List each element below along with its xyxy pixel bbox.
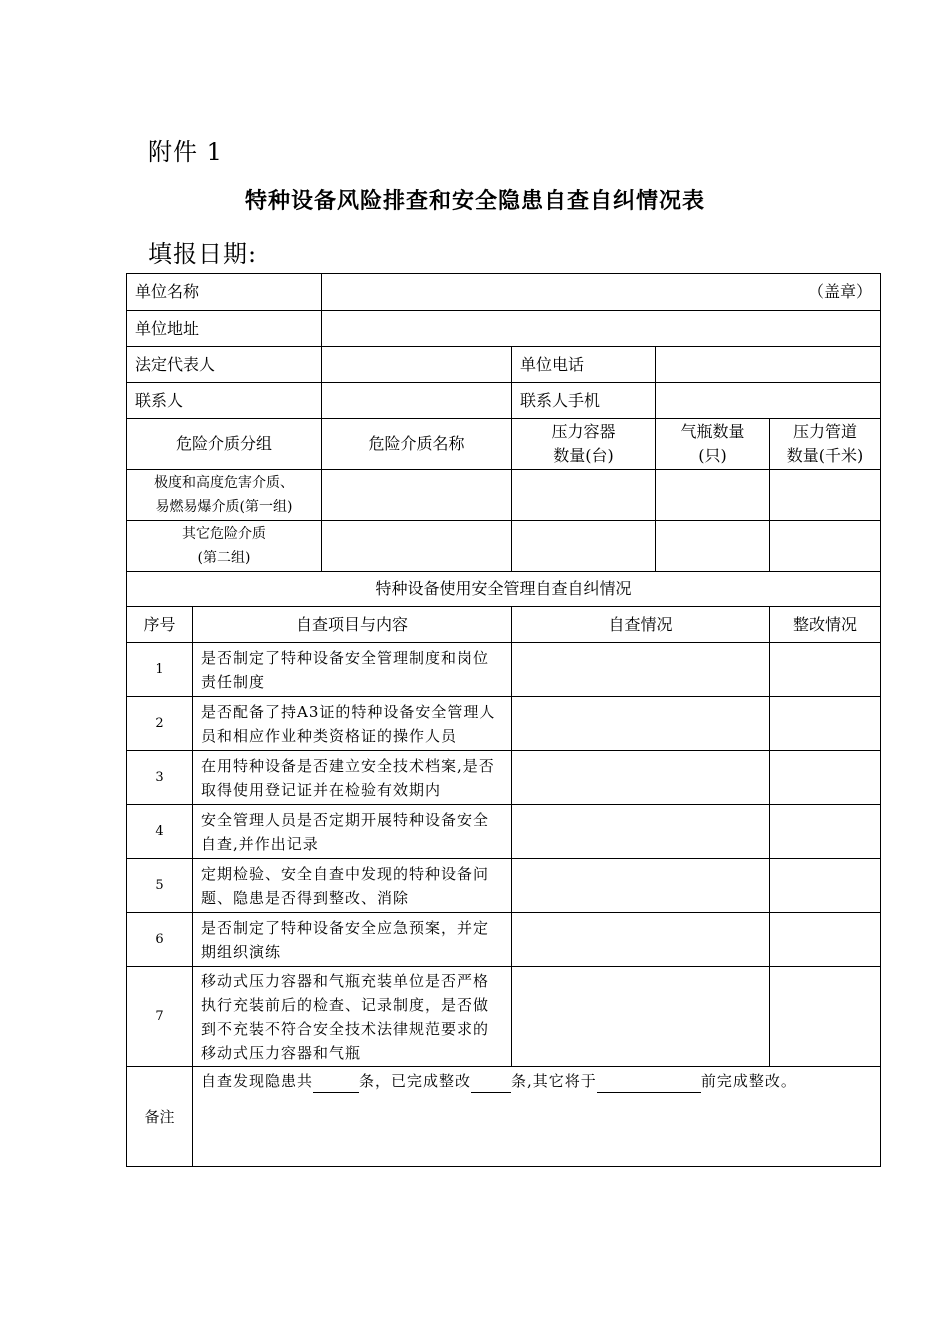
item-rectify-cell[interactable]: [770, 859, 881, 913]
vessel-header-line2: 数量(台): [553, 446, 614, 465]
item-status-cell[interactable]: [512, 913, 770, 967]
group2-pipe-length[interactable]: [770, 521, 881, 572]
rectified-count-blank[interactable]: [471, 1074, 511, 1093]
unit-name-label: 单位名称: [127, 274, 322, 311]
item-status-cell[interactable]: [512, 967, 770, 1067]
remarks-part4: 前完成整改。: [700, 1072, 797, 1090]
row-legal-rep: [127, 347, 881, 383]
group1-media-name[interactable]: [322, 470, 512, 521]
unit-phone-value[interactable]: [656, 347, 881, 383]
group2-line2: (第二组): [197, 550, 251, 566]
item-status-cell[interactable]: [512, 643, 770, 697]
legal-rep-label: 法定代表人: [127, 347, 322, 383]
group2-cylinder-count[interactable]: [656, 521, 770, 572]
media-group2-label: [127, 521, 322, 572]
cylinder-header-line1: 气瓶数量: [680, 422, 745, 441]
item-text: 移动式压力容器和气瓶充装单位是否严格执行充装前后的检查、记录制度，是否做到不充装不符合安全技术法律规范要求的移动式压力容器和气瓶: [193, 967, 512, 1067]
item-rectify-cell[interactable]: [770, 967, 881, 1067]
item-rectify-cell[interactable]: [770, 643, 881, 697]
media-group-header: 危险介质分组: [127, 419, 322, 470]
group1-pipe-length[interactable]: [770, 470, 881, 521]
remarks-part2: 条，已完成整改: [359, 1072, 472, 1090]
attachment-label: 附件 1: [148, 138, 223, 166]
row-media-header: [127, 419, 881, 470]
item-number: 2: [127, 697, 193, 751]
media-name-header: 危险介质名称: [322, 419, 512, 470]
row-section-title: [127, 572, 881, 607]
hazard-count-blank[interactable]: [313, 1074, 359, 1093]
item-rectify-cell[interactable]: [770, 805, 881, 859]
contact-mobile-label: 联系人手机: [512, 383, 656, 419]
item-number: 5: [127, 859, 193, 913]
status-header: 自查情况: [512, 607, 770, 643]
item-rectify-cell[interactable]: [770, 913, 881, 967]
unit-address-label: 单位地址: [127, 311, 322, 347]
item-status-cell[interactable]: [512, 859, 770, 913]
vessel-count-header: [512, 419, 656, 470]
item-rectify-cell[interactable]: [770, 751, 881, 805]
unit-address-value[interactable]: [322, 311, 881, 347]
table-row: [127, 805, 881, 859]
item-header: 自查项目与内容: [193, 607, 512, 643]
no-header: 序号: [127, 607, 193, 643]
remarks-part1: 自查发现隐患共: [201, 1072, 314, 1090]
rectify-header: 整改情况: [770, 607, 881, 643]
item-rectify-cell[interactable]: [770, 697, 881, 751]
vessel-header-line1: 压力容器: [551, 422, 616, 441]
table-row: [127, 697, 881, 751]
row-contact: [127, 383, 881, 419]
item-text: 安全管理人员是否定期开展特种设备安全自查,并作出记录: [193, 805, 512, 859]
document-title: 特种设备风险排查和安全隐患自查自纠情况表: [244, 189, 705, 214]
cylinder-header-line2: (只): [698, 446, 727, 465]
cylinder-count-header: [656, 419, 770, 470]
group1-line1: 极度和高度危害介质、: [154, 475, 294, 491]
group2-line1: 其它危险介质: [182, 526, 266, 542]
item-number: 6: [127, 913, 193, 967]
item-status-cell[interactable]: [512, 805, 770, 859]
media-group1-label: [127, 470, 322, 521]
row-unit-name: [127, 274, 881, 311]
row-check-header: [127, 607, 881, 643]
unit-name-value-stamp[interactable]: （盖章）: [322, 274, 881, 311]
item-text: 是否配备了持A3证的特种设备安全管理人员和相应作业种类资格证的操作人员: [193, 697, 512, 751]
self-check-form-table: [126, 273, 881, 1167]
section-title: 特种设备使用安全管理自查自纠情况: [127, 572, 881, 607]
item-text: 是否制定了特种设备安全管理制度和岗位责任制度: [193, 643, 512, 697]
row-media-group1: [127, 470, 881, 521]
item-status-cell[interactable]: [512, 697, 770, 751]
item-number: 1: [127, 643, 193, 697]
table-row: [127, 751, 881, 805]
row-unit-address: [127, 311, 881, 347]
item-text: 定期检验、安全自查中发现的特种设备问题、隐患是否得到整改、消除: [193, 859, 512, 913]
item-text: 在用特种设备是否建立安全技术档案,是否取得使用登记证并在检验有效期内: [193, 751, 512, 805]
contact-mobile-value[interactable]: [656, 383, 881, 419]
item-number: 7: [127, 967, 193, 1067]
item-number: 3: [127, 751, 193, 805]
unit-phone-label: 单位电话: [512, 347, 656, 383]
item-status-cell[interactable]: [512, 751, 770, 805]
group2-media-name[interactable]: [322, 521, 512, 572]
row-media-group2: [127, 521, 881, 572]
fill-date-label: 填报日期:: [148, 240, 258, 268]
contact-label: 联系人: [127, 383, 322, 419]
item-number: 4: [127, 805, 193, 859]
deadline-blank[interactable]: [597, 1074, 701, 1093]
group1-vessel-count[interactable]: [512, 470, 656, 521]
table-row: [127, 913, 881, 967]
item-text: 是否制定了特种设备安全应急预案，并定期组织演练: [193, 913, 512, 967]
group1-cylinder-count[interactable]: [656, 470, 770, 521]
contact-value[interactable]: [322, 383, 512, 419]
pipe-header-line1: 压力管道: [793, 422, 858, 441]
table-row: [127, 967, 881, 1067]
remarks-label: 备注: [127, 1067, 193, 1167]
remarks-content[interactable]: [193, 1067, 881, 1167]
group2-vessel-count[interactable]: [512, 521, 656, 572]
pipe-header-line2: 数量(千米): [786, 446, 864, 465]
table-row: [127, 859, 881, 913]
pipe-length-header: [770, 419, 881, 470]
row-remarks: [127, 1067, 881, 1167]
remarks-part3: 条,其它将于: [511, 1072, 597, 1090]
table-row: [127, 643, 881, 697]
group1-line2: 易燃易爆介质(第一组): [155, 499, 293, 515]
legal-rep-value[interactable]: [322, 347, 512, 383]
